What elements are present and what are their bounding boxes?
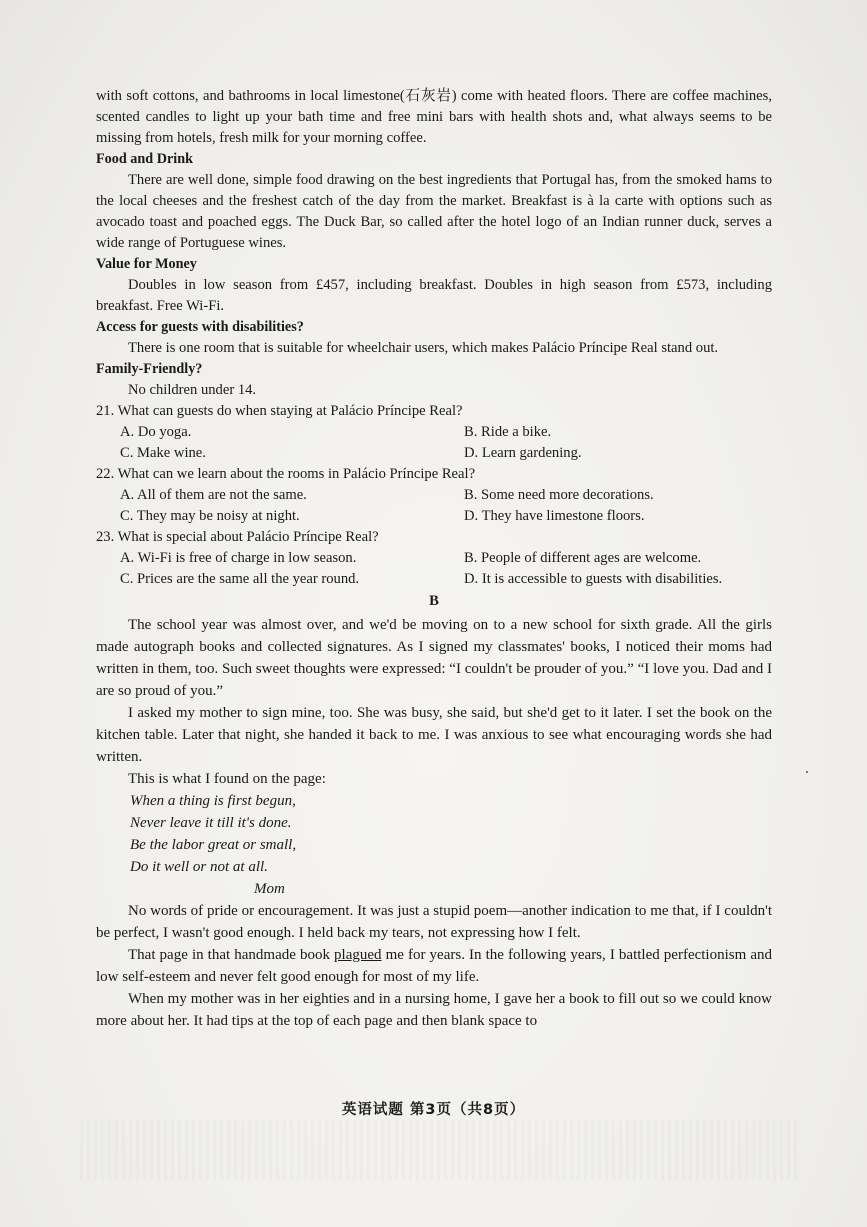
section-text: Doubles in low season from £457, including breakfast. Doubles in high season from £573, including breakfast. Free Wi-Fi. xyxy=(96,277,772,314)
option-d: D. Learn gardening. xyxy=(464,445,582,461)
section-text: No children under 14. xyxy=(128,382,257,398)
poem-line: When a thing is first begun, xyxy=(130,793,296,809)
option-b: B. Some need more decorations. xyxy=(464,487,654,503)
section-b-label: B xyxy=(429,593,439,609)
option-a: A. All of them are not the same. xyxy=(120,487,307,503)
option-b: B. Ride a bike. xyxy=(464,424,552,440)
page-content xyxy=(96,86,772,1032)
hotel-rooms-paragraph: with soft cottons, and bathrooms in local limestone(石灰岩) come with heated floors. There are coffee machines, scented candles to light up your bath time and free mini bars with health shots and, what always seems to be missing from hotels, fresh milk for your morning coffee. xyxy=(96,88,772,146)
poem-line: Never leave it till it's done. xyxy=(130,815,292,831)
passage-paragraph: When my mother was in her eighties and in a nursing home, I gave her a book to fill out so we could know more about her. It had tips at the top of each page and then blank space to xyxy=(96,991,772,1029)
option-a: A. Do yoga. xyxy=(120,424,192,440)
section-heading: Value for Money xyxy=(96,256,197,272)
page-footer: 英语试题 第3页（共8页） xyxy=(341,1102,526,1118)
passage-paragraph: I asked my mother to sign mine, too. She was busy, she said, but she'd get to it later. I set the book on the kitchen table. Later that night, she handed it back to me. I was anxious to see what encouraging words she had written. xyxy=(96,705,772,765)
question-options xyxy=(96,485,772,527)
question-22 xyxy=(96,464,772,527)
option-b: B. People of different ages are welcome. xyxy=(464,550,702,566)
option-d: D. It is accessible to guests with disabilities. xyxy=(464,571,723,587)
option-c: C. Prices are the same all the year round. xyxy=(120,571,360,587)
section-food-and-drink xyxy=(96,149,772,254)
passage-paragraph xyxy=(96,944,772,988)
question-stem: 22. What can we learn about the rooms in Palácio Príncipe Real? xyxy=(96,466,476,482)
underlined-word: plagued xyxy=(334,947,382,963)
question-stem: 23. What is special about Palácio Príncipe Real? xyxy=(96,529,379,545)
text-fragment: me for years. In the following years, I battled perfectionism and low self-esteem and never felt good enough for most of my life. xyxy=(96,947,772,985)
question-options xyxy=(96,422,772,464)
passage-paragraph: This is what I found on the page: xyxy=(128,771,326,787)
option-d: D. They have limestone floors. xyxy=(464,508,645,524)
scan-noise xyxy=(80,1120,800,1180)
poem-line: Be the labor great or small, xyxy=(130,837,297,853)
section-text: There is one room that is suitable for wheelchair users, which makes Palácio Príncipe Real stand out. xyxy=(128,340,719,356)
option-c: C. They may be noisy at night. xyxy=(120,508,300,524)
passage-paragraph: No words of pride or encouragement. It was just a stupid poem—another indication to me that, if I couldn't be perfect, I wasn't good enough. I held back my tears, not expressing how I felt. xyxy=(96,903,772,941)
section-access xyxy=(96,317,772,359)
question-options xyxy=(96,548,772,590)
passage-paragraph: The school year was almost over, and we'd be moving on to a new school for sixth grade. All the girls made autograph books and collected signatures. As I signed my classmates' books, I noticed their moms had written in them, too. Such sweet thoughts were expressed: “I couldn't be prouder of you.” “I love you. Dad and I are so proud of you.” xyxy=(96,617,772,699)
section-value-for-money xyxy=(96,254,772,317)
poem-signature: Mom xyxy=(254,881,285,897)
poem xyxy=(96,790,772,878)
poem-line: Do it well or not at all. xyxy=(130,859,268,875)
section-heading: Family-Friendly? xyxy=(96,361,203,377)
option-c: C. Make wine. xyxy=(120,445,206,461)
section-family-friendly xyxy=(96,359,772,401)
option-a: A. Wi-Fi is free of charge in low season. xyxy=(120,550,357,566)
section-heading: Food and Drink xyxy=(96,151,193,167)
text-fragment: That page in that handmade book xyxy=(128,947,335,963)
section-text: There are well done, simple food drawing on the best ingredients that Portugal has, from the smoked hams to the local cheeses and the freshest catch of the day from the market. Breakfast is à la carte with options such as avocado toast and poached eggs. The Duck Bar, so called after the hotel logo of an Indian runner duck, serves a wide range of Portuguese wines. xyxy=(96,172,772,251)
scan-speck xyxy=(806,771,808,773)
section-heading: Access for guests with disabilities? xyxy=(96,319,304,335)
question-stem: 21. What can guests do when staying at Palácio Príncipe Real? xyxy=(96,403,463,419)
passage-b xyxy=(96,614,772,1032)
question-23 xyxy=(96,527,772,590)
question-21 xyxy=(96,401,772,464)
